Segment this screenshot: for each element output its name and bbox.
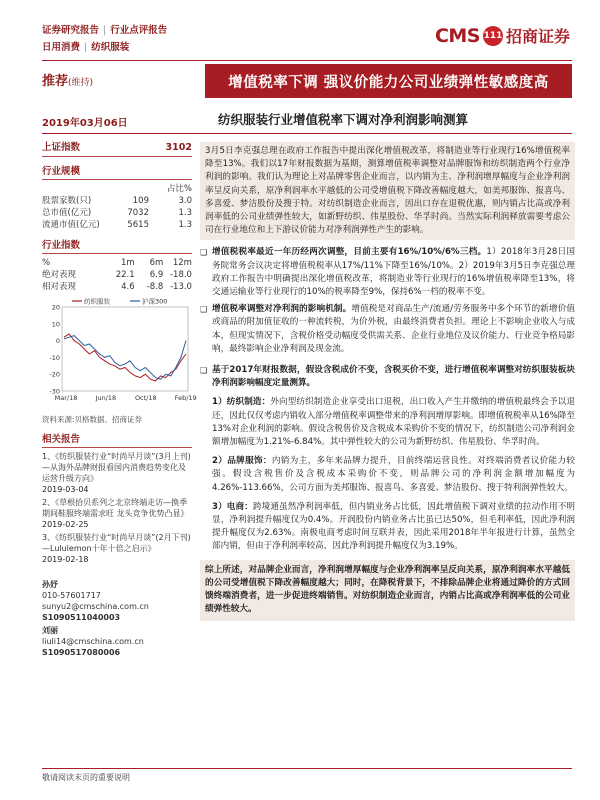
report-type-header: 证券研究报告 | 行业点评报告 日用消费 | 纺织服装 — [42, 25, 168, 53]
scale-header: 占比% — [166, 184, 192, 194]
summary-box: 3月5日李克强总理在政府工作报告中提出深化增值税改革，将制造业等行业现行16%增值税率降至13%。我们以17年财报数据为基期，测算增值税率调整对品牌服饰和纺织制造两个行业净利润的影响。我们认为理论上对品牌零售企业而言，以内销为主、净利润增厚幅度与企业净利润率呈反向关系，原净利润率水平越低的公司受增值税下降改善幅度越大，如美邦服饰、报喜鸟、多喜爱、梦洁股份及搜于特。对纺织制造企业而言，因出口存在退税优惠，则内销占比高或净利润率低的公司业绩弹性较大，如新野纺织、伟星股份、华孚时尚。当然实际利润释放需要考虑公司在行业地位和上下游议价能力对净利润弹性产生的影响。 — [200, 142, 575, 240]
table-row — [42, 281, 192, 293]
para-text: 跨境通虽然净利润率低，但内销业务占比低，因此增值税下调对业绩的拉动作用不明显，净利润提升幅度仅为0.4%。开润股份内销业务占比虽已达50%，但毛利率低，因此净利润提升幅度仅为2.63%。南极电商考虑时间互联并表，因此采用2018年半年报进行计算，虽然全部内销，但由于净利润率较高，因此净利润提升幅度仅为3.19%。 — [212, 501, 575, 552]
perf-header-12m: 12m — [172, 258, 192, 268]
series-line — [64, 334, 186, 381]
y-tick-label: -10 — [49, 353, 60, 362]
title-banner: 增值税率下调 强议价能力公司业绩弹性敏感度高 — [205, 64, 572, 98]
y-tick-label: -20 — [49, 370, 60, 379]
x-tick-label: Oct/18 — [134, 394, 157, 402]
paragraph — [200, 396, 575, 449]
scale-label: 股票家数(只) — [42, 196, 92, 206]
bullet-point — [200, 303, 575, 356]
header-divider — [42, 60, 572, 61]
x-tick-label: Mar/18 — [54, 394, 78, 402]
x-tick-label: Jun/18 — [95, 394, 117, 402]
analyst-name: 孙妤 — [42, 580, 58, 589]
bullet-square-icon: ❑ — [200, 366, 208, 376]
perf-header-1m: 1m — [120, 258, 135, 268]
subtitle-divider — [42, 133, 572, 134]
performance-line-chart — [42, 295, 197, 411]
rating-label: 推荐 — [42, 74, 69, 89]
bullet-square-icon: ❑ — [200, 305, 208, 315]
analyst-email[interactable]: sunyu2@cmschina.com.cn — [42, 602, 149, 611]
scale-label: 总市值(亿元) — [42, 208, 92, 218]
analyst-email[interactable]: liuli14@cmschina.com.cn — [42, 637, 144, 646]
logo-cn-text: 招商证券 — [505, 27, 570, 46]
report-title: 1、《纺织服装行业“时尚早月谈”(3月上刊)—从海外品牌财报看国内消费趋势变化及运营升级方向》 — [42, 452, 191, 483]
scale-share: 3.0 — [178, 196, 192, 206]
perf-header-row — [42, 257, 192, 269]
index-row — [42, 142, 192, 157]
table-row — [42, 195, 192, 207]
perf-label: 绝对表现 — [42, 270, 77, 280]
para-heading: 2）品牌服饰： — [212, 456, 272, 467]
perf-title: 行业指数 — [42, 237, 192, 254]
related-reports-title: 相关报告 — [42, 431, 192, 448]
scale-title: 行业规模 — [42, 163, 192, 180]
perf-header-6m: 6m — [149, 258, 164, 268]
series-line — [64, 336, 186, 380]
logo-badge-icon: 111 — [483, 26, 503, 46]
y-tick-label: 20 — [51, 303, 60, 312]
x-tick-label: Feb/19 — [174, 394, 197, 402]
bullet-heading: 基于2017年财报数据，假设含税成价不变，含税买价不变，进行增值税率调整对纺织服装板块净利润影响幅度定量测算。 — [212, 365, 575, 389]
report-title: 3、《纺织服装行业“时尚早月谈”(2月下刊)—Lululemon十年十倍之启示》 — [42, 533, 191, 553]
main-content — [200, 142, 575, 621]
para-heading: 3）电商： — [212, 501, 253, 512]
report-title: 2、《草根拾贝系列之北京终端走访—换季期间鞋服终端需求旺 龙头竞争优势凸显》 — [42, 498, 189, 518]
bullet-square-icon: ❑ — [200, 248, 208, 258]
footer-note: 敬请阅读末页的重要说明 — [42, 773, 130, 782]
report-date: 2019-02-18 — [42, 555, 89, 564]
scale-header-row — [42, 183, 192, 195]
list-item[interactable] — [42, 532, 192, 565]
table-row — [42, 207, 192, 219]
paragraph — [200, 455, 575, 495]
rating-sub: (维持) — [68, 78, 94, 88]
conclusion-box: 综上所述，对品牌企业而言，净利润增厚幅度与企业净利润率呈反向关系，原净利润率水平越低的公司受增值税下降改善幅度越大；同时，在降税背景下，不排除品牌企业将通过降价的方式回馈终端消费者，进一步促进终端销售。对纺织制造企业而言，内销占比高或净利润率低的公司业绩弹性较大。 — [200, 560, 575, 621]
scale-share: 1.3 — [178, 208, 192, 218]
report-category: 证券研究报告 — [42, 25, 100, 36]
scale-value: 109 — [132, 196, 149, 206]
sector-label: 日用消费 — [42, 42, 81, 53]
report-date: 2019-03-04 — [42, 485, 89, 494]
para-text: 内销为主，多年来品牌力提升，目前终端运营良性。对终端消费者议价能力较强。假设含税售价及含税成本采购价不变，则品牌公司的净利润金额增加幅度为4.26%-113.66%，公司方面为美邦服饰、报喜鸟、多喜爱、梦洁股份、搜于特利润弹性较大。 — [212, 456, 575, 493]
y-tick-label: 10 — [51, 320, 60, 329]
scale-share: 1.3 — [178, 220, 192, 230]
report-subtitle: 纺织服装行业增值税率下调对净利润影响测算 — [218, 112, 469, 127]
scale-label: 流通市值(亿元) — [42, 220, 100, 230]
perf-header-unit: % — [42, 258, 51, 268]
sidebar — [42, 142, 197, 658]
footer-divider — [42, 768, 572, 769]
legend-label: 沪深300 — [142, 297, 168, 306]
para-text: 外向型纺织制造企业享受出口退税，出口收入产生并缴纳的增值税最终会予以退还，因此仅仅考虑内销收入部分增值税率调整带来的净利润增厚影响。即增值税税率从16%降至13%对企业利润的影响。假设含税售价及含税成本采购价不变的情况下，纺织制造公司净利润金额增加幅度为1.21%-6.84%。其中弹性较大的公司为新野纺织、伟星股份、华孚时尚。 — [212, 397, 575, 448]
analyst-cert: S1090511040003 — [42, 613, 121, 622]
index-value: 3102 — [165, 142, 192, 153]
perf-value: 6.9 — [149, 270, 164, 280]
table-row — [42, 269, 192, 281]
list-item[interactable] — [42, 451, 192, 495]
perf-value: -8.8 — [146, 282, 164, 292]
bullet-heading: 增值税税率最近一年历经两次调整，目前主要有16%/10%/6%三档。 — [212, 247, 487, 258]
para-heading: 1）纺织制造： — [212, 397, 271, 408]
cms-logo — [435, 24, 570, 47]
bullet-text: 1）2018年3月28日国务院常务会议决定将增值税税率从17%/11%下降至16%/10%。2）2019年3月5日李克强总理政府工作报告中明确提出深化增值税改革，将制造业等行业现行的16%增值税率降至13%，将交通运输业等行业现行的10%的税率降至9%，保持6%一档的税率不变。 — [212, 247, 575, 298]
perf-value: 22.1 — [115, 270, 135, 280]
legend-label: 纺织服装 — [84, 297, 110, 306]
y-tick-label: 0 — [55, 337, 60, 346]
analyst-phone: 010-57601717 — [42, 591, 101, 600]
scale-value: 7032 — [127, 208, 149, 218]
list-item[interactable] — [42, 497, 192, 530]
plot-frame — [62, 307, 188, 391]
scale-value: 5615 — [127, 220, 149, 230]
rating — [42, 70, 93, 89]
bullet-text: 增值税是对商品生产/流通/劳务服务中多个环节的新增价值或商品的附加值征收的一种流转税，为价外税，由最终消费者负担。理论上不影响企业收入与成本，但现实情况下，含税价格受动幅度受供需关系、企业行业地位及议价能力、行业竞争格局影响，最终影响企业净利润及现金流。 — [212, 304, 575, 354]
bullet-point — [200, 246, 575, 299]
perf-label: 相对表现 — [42, 282, 77, 292]
report-subcategory: 行业点评报告 — [110, 25, 168, 36]
table-row — [42, 219, 192, 231]
bullet-heading: 增值税率调整对净利润的影响机制。 — [212, 304, 352, 315]
logo-cms-text: CMS — [434, 24, 480, 47]
perf-value: -18.0 — [169, 270, 192, 280]
analyst-block — [42, 579, 192, 658]
paragraph — [200, 501, 575, 554]
report-date: 2019年03月06日 — [42, 118, 128, 129]
report-date: 2019-02-25 — [42, 520, 89, 529]
industry-label: 纺织服装 — [91, 42, 130, 53]
bullet-point — [200, 364, 575, 390]
analyst-cert: S1090517080006 — [42, 648, 121, 657]
y-tick-label: -30 — [49, 387, 60, 396]
perf-value: 4.6 — [121, 282, 135, 292]
analyst-name: 刘丽 — [42, 626, 58, 635]
chart-source: 资料来源:贝格数据、招商证券 — [42, 415, 143, 424]
perf-value: -13.0 — [169, 282, 192, 292]
index-label: 上证指数 — [42, 142, 81, 153]
